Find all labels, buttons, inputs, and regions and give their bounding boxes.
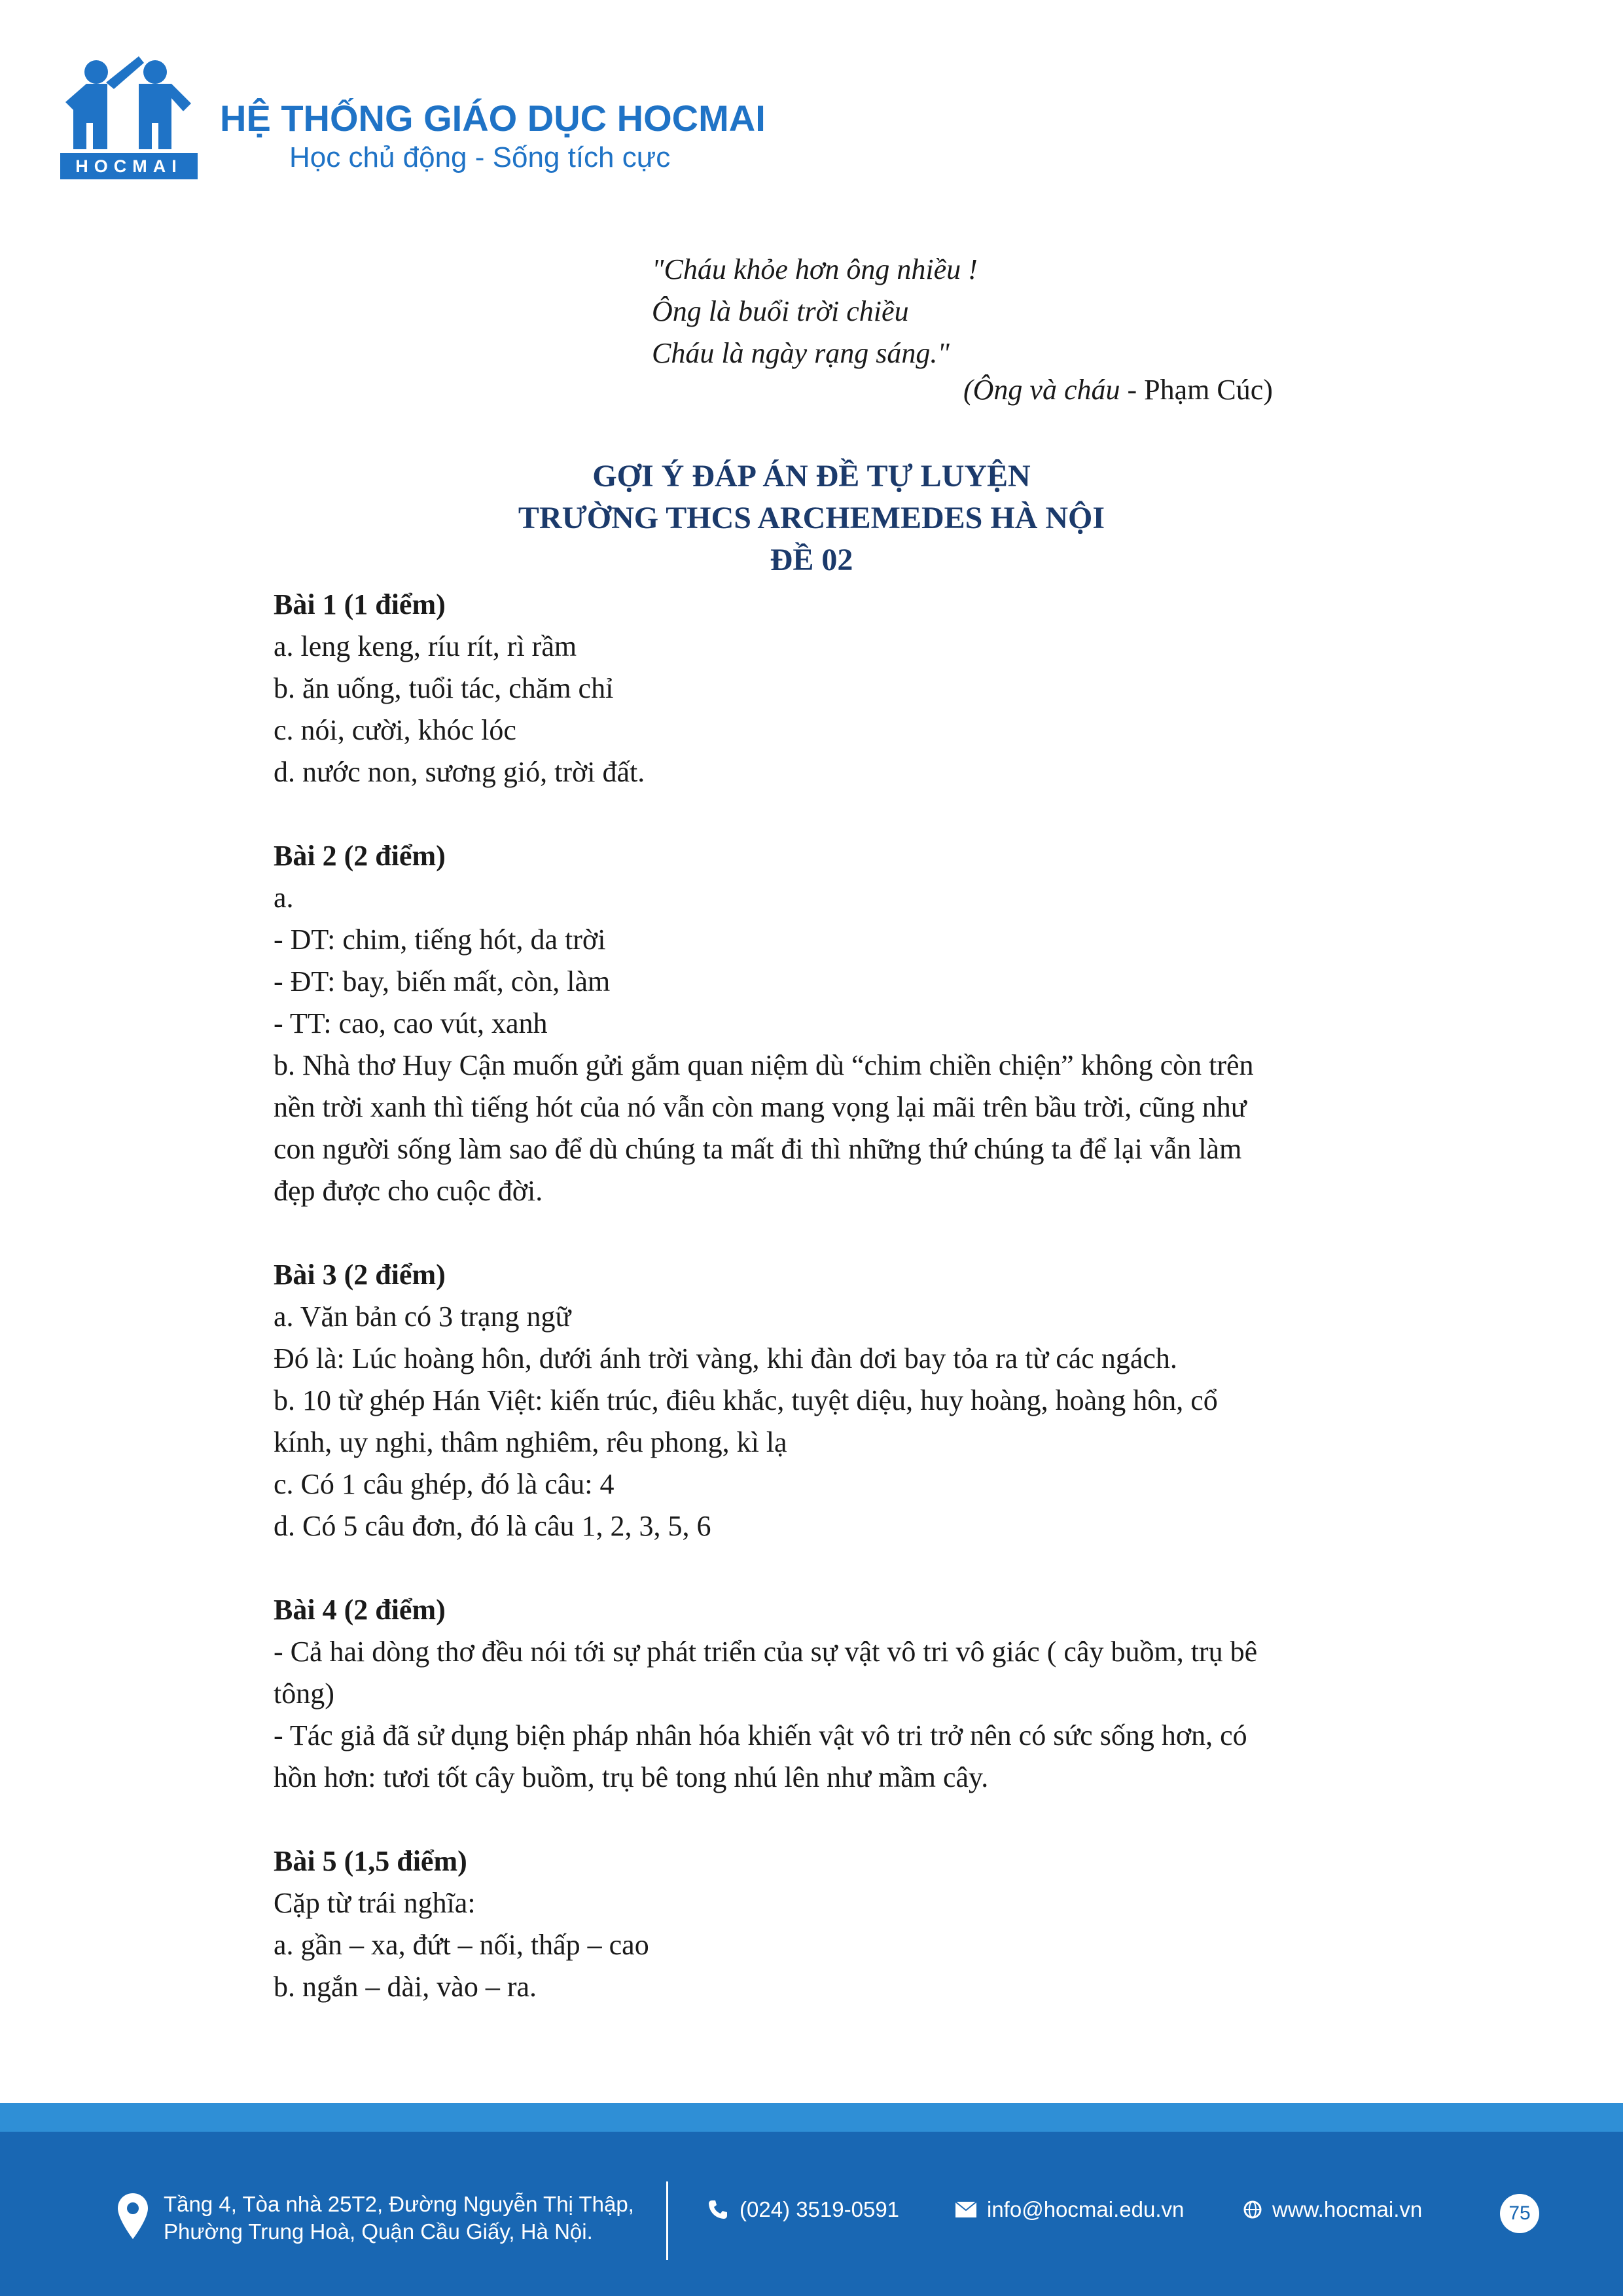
section-heading: Bài 5 (1,5 điểm) (274, 1845, 467, 1877)
page-number: 75 (1500, 2194, 1539, 2233)
answer-line: d. nước non, sương gió, trời đất. (274, 756, 645, 788)
poem-source-author: - Phạm Cúc) (1120, 374, 1273, 406)
location-pin-icon (118, 2193, 148, 2244)
answer-line: b. ăn uống, tuổi tác, chăm chỉ (274, 672, 614, 704)
logo-text: HOCMAI (60, 153, 198, 179)
answer-line: - Cả hai dòng thơ đều nói tới sự phát triển của sự vật vô tri vô giác ( cây buồm, trụ bê (274, 1636, 1258, 1668)
answer-line: a. leng keng, ríu rít, rì rầm (274, 630, 577, 662)
logo-figures-icon (60, 51, 198, 149)
answer-body (274, 584, 1373, 2008)
answer-line: c. Có 1 câu ghép, đó là câu: 4 (274, 1468, 615, 1500)
answer-title-line2: TRƯỜNG THCS ARCHEMEDES HÀ NỘI (518, 501, 1105, 535)
poem-source-title: (Ông và cháu (963, 374, 1120, 406)
answer-line: nền trời xanh thì tiếng hót của nó vẫn còn mang vọng lại mãi trên bầu trời, cũng như (274, 1091, 1247, 1123)
answer-line: kính, uy nghi, thâm nghiêm, rêu phong, kì lạ (274, 1426, 787, 1458)
answer-line: a. gần – xa, đứt – nối, thấp – cao (274, 1929, 649, 1961)
poem-line: Ông là buổi trời chiều (652, 295, 909, 327)
answer-line: tông) (274, 1677, 334, 1710)
poem (652, 249, 978, 374)
answer-line: d. Có 5 câu đơn, đó là câu 1, 2, 3, 5, 6 (274, 1510, 711, 1542)
globe-icon (1243, 2200, 1262, 2219)
footer-stripe (0, 2103, 1623, 2132)
poem-source (963, 373, 1273, 406)
section-heading: Bài 3 (2 điểm) (274, 1259, 446, 1291)
footer-phone[interactable] (707, 2197, 899, 2222)
answer-line: b. Nhà thơ Huy Cận muốn gửi gắm quan niệm dù “chim chiền chiện” không còn trên (274, 1049, 1254, 1081)
answer-line: a. (274, 882, 294, 914)
answer-line: - ĐT: bay, biến mất, còn, làm (274, 965, 611, 997)
footer-divider (666, 2181, 668, 2260)
section-heading: Bài 1 (1 điểm) (274, 588, 446, 620)
poem-line: "Cháu khỏe hơn ông nhiều ! (652, 253, 978, 285)
brand-title: HỆ THỐNG GIÁO DỤC HOCMAI (220, 98, 766, 139)
answer-title-line1: GỢI Ý ĐÁP ÁN ĐỀ TỰ LUYỆN (592, 459, 1031, 493)
answer-line: c. nói, cười, khóc lóc (274, 714, 516, 746)
section-heading: Bài 4 (2 điểm) (274, 1594, 446, 1626)
answer-line: hồn hơn: tươi tốt cây buồm, trụ bê tong nhú lên như mầm cây. (274, 1761, 989, 1793)
phone-icon (707, 2198, 729, 2221)
brand-slogan: Học chủ động - Sống tích cực (289, 141, 671, 173)
address-line2: Phường Trung Hoà, Quận Cầu Giấy, Hà Nội. (164, 2219, 593, 2244)
footer-address (164, 2191, 634, 2246)
answer-title-line3: ĐỀ 02 (770, 543, 853, 577)
footer-email[interactable] (955, 2197, 1184, 2222)
answer-line: đẹp được cho cuộc đời. (274, 1175, 543, 1207)
answer-line: b. 10 từ ghép Hán Việt: kiến trúc, điêu khắc, tuyệt diệu, huy hoàng, hoàng hôn, cổ (274, 1384, 1218, 1416)
answer-line: con người sống làm sao để dù chúng ta mất đi thì những thứ chúng ta để lại vẫn làm (274, 1133, 1242, 1165)
poem-line: Cháu là ngày rạng sáng." (652, 337, 950, 369)
answer-line: a. Văn bản có 3 trạng ngữ (274, 1300, 571, 1333)
section-heading: Bài 2 (2 điểm) (274, 840, 446, 872)
answer-line: - Tác giả đã sử dụng biện pháp nhân hóa khiến vật vô tri trở nên có sức sống hơn, có (274, 1719, 1247, 1751)
email-icon (955, 2202, 976, 2217)
answer-line: b. ngắn – dài, vào – ra. (274, 1971, 537, 2003)
answer-line: - TT: cao, cao vút, xanh (274, 1007, 548, 1039)
website-url: www.hocmai.vn (1272, 2197, 1423, 2221)
answer-line: Cặp từ trái nghĩa: (274, 1887, 476, 1919)
footer (0, 2132, 1623, 2296)
answer-line: - DT: chim, tiếng hót, da trời (274, 924, 606, 956)
footer-website[interactable] (1243, 2197, 1422, 2222)
email-address: info@hocmai.edu.vn (987, 2197, 1185, 2221)
address-line1: Tầng 4, Tòa nhà 25T2, Đường Nguyễn Thị Thập, (164, 2192, 634, 2216)
hocmai-logo (60, 51, 198, 179)
answer-line: Đó là: Lúc hoàng hôn, dưới ánh trời vàng, khi đàn dơi bay tỏa ra từ các ngách. (274, 1342, 1177, 1374)
phone-number: (024) 3519-0591 (740, 2197, 900, 2221)
